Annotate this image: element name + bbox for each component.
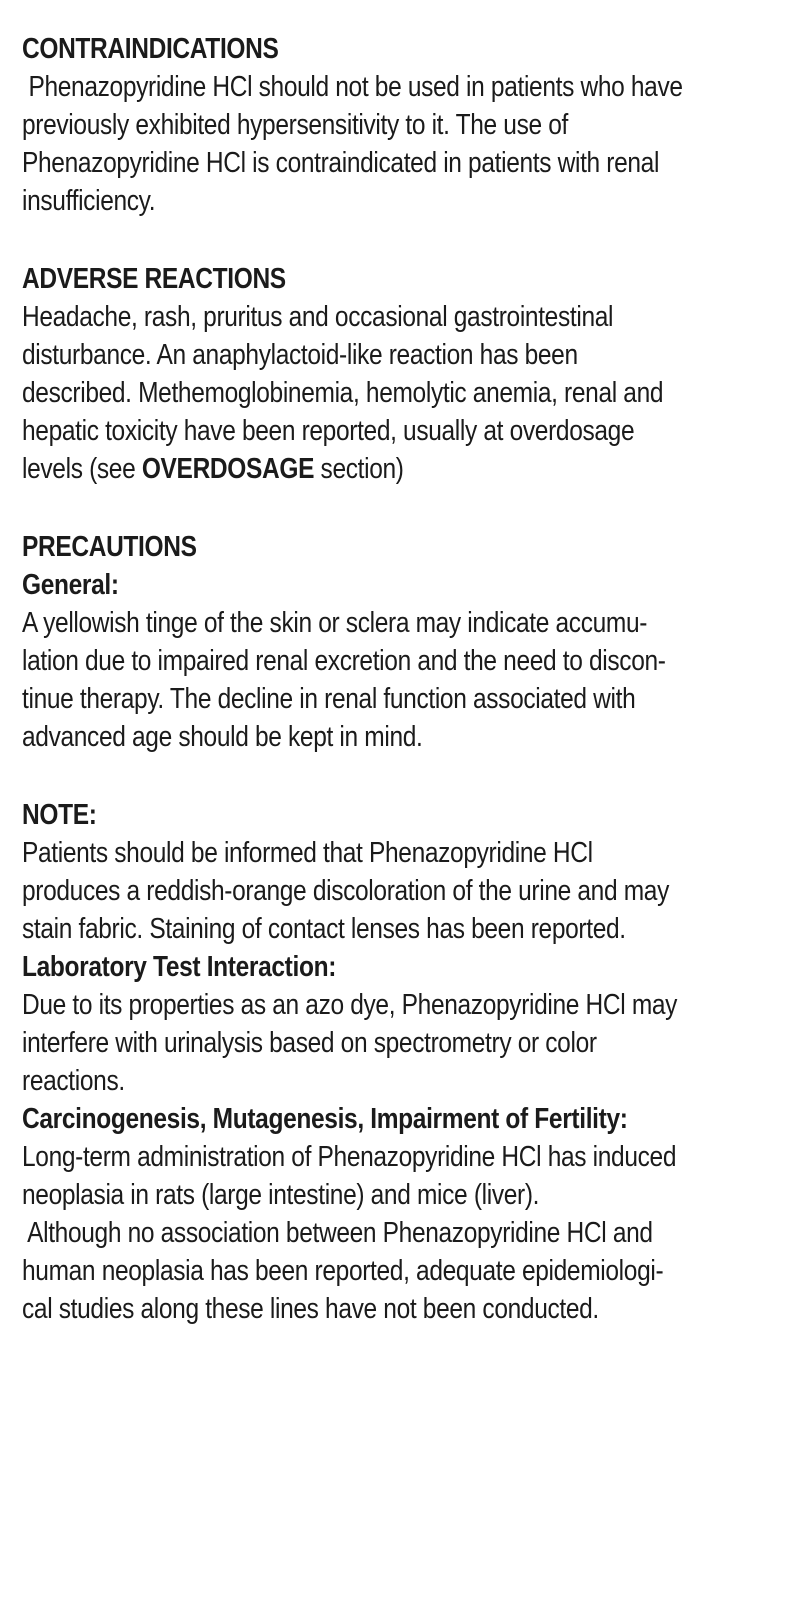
text-line: lation due to impaired renal excretion and the need to discon- <box>22 645 666 677</box>
text-line: neoplasia in rats (large intestine) and mice (liver). <box>22 1179 540 1211</box>
text-line: stain fabric. Staining of contact lenses has been reported. <box>22 913 626 945</box>
section-heading-adverse-reactions: ADVERSE REACTIONS <box>22 263 286 295</box>
section-contraindications <box>22 30 780 220</box>
text-line: human neoplasia has been reported, adequate epidemiologi- <box>22 1255 664 1287</box>
section-heading-note: NOTE: <box>22 799 97 831</box>
text-segment-overdosage-ref: OVERDOSAGE <box>141 453 315 485</box>
text-line: described. Methemoglobinemia, hemolytic anemia, renal and <box>22 377 664 409</box>
text-line: interfere with urinalysis based on spectrometry or color <box>22 1027 597 1059</box>
subheading-laboratory-test-interaction: Laboratory Test Interaction: <box>22 951 337 983</box>
text-line: Although no association between Phenazopyridine HCl and <box>22 1217 653 1249</box>
text-segment: levels (see <box>22 453 142 485</box>
text-line: cal studies along these lines have not been conducted. <box>22 1293 599 1325</box>
text-line: tinue therapy. The decline in renal function associated with <box>22 683 636 715</box>
text-line-with-bold-ref <box>22 450 674 488</box>
subheading-carcinogenesis-mutagenesis: Carcinogenesis, Mutagenesis, Impairment of Fertility: <box>22 1103 628 1135</box>
text-line: produces a reddish-orange discoloration of the urine and may <box>22 875 669 907</box>
text-line: insufficiency. <box>22 185 156 217</box>
text-segment: section) <box>314 453 404 485</box>
text-line: disturbance. An anaphylactoid-like reaction has been <box>22 339 578 371</box>
section-heading-precautions: PRECAUTIONS <box>22 531 197 563</box>
text-line: Long-term administration of Phenazopyridine HCl has induced <box>22 1141 677 1173</box>
text-line: Due to its properties as an azo dye, Phenazopyridine HCl may <box>22 989 678 1021</box>
text-line: Patients should be informed that Phenazopyridine HCl <box>22 837 593 869</box>
text-line: Headache, rash, pruritus and occasional gastrointestinal <box>22 301 614 333</box>
section-adverse-reactions <box>22 260 780 488</box>
text-line: Phenazopyridine HCl is contraindicated in patients with renal <box>22 147 660 179</box>
text-line: advanced age should be kept in mind. <box>22 721 423 753</box>
text-line: Phenazopyridine HCl should not be used in patients who have <box>22 71 683 103</box>
text-line: previously exhibited hypersensitivity to it. The use of <box>22 109 569 141</box>
section-note <box>22 796 780 1328</box>
text-line: hepatic toxicity have been reported, usually at overdosage <box>22 415 635 447</box>
section-precautions <box>22 528 780 756</box>
text-line: A yellowish tinge of the skin or sclera may indicate accumu- <box>22 607 648 639</box>
section-heading-contraindications: CONTRAINDICATIONS <box>22 33 279 65</box>
text-line: reactions. <box>22 1065 125 1097</box>
subheading-general: General: <box>22 569 119 601</box>
